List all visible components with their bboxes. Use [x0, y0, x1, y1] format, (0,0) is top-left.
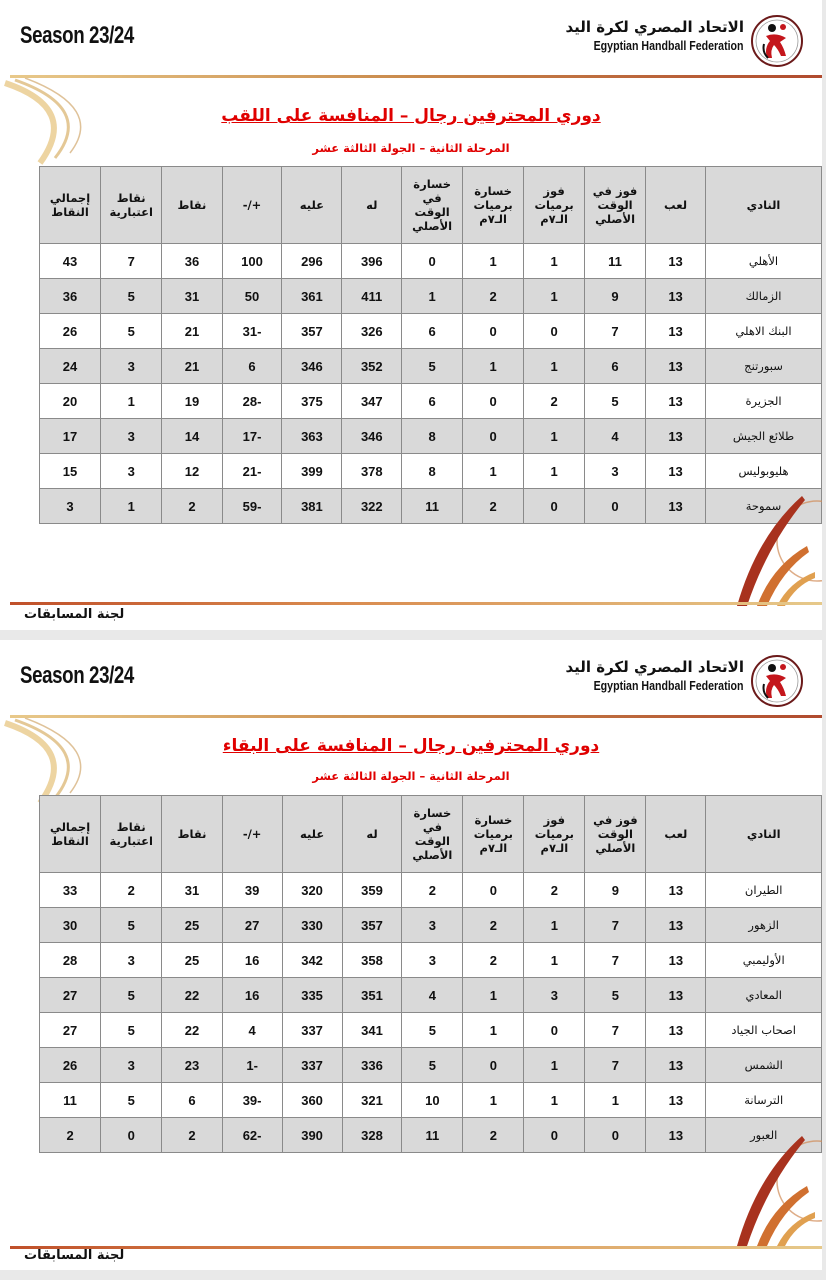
- stat-cell: 13: [646, 279, 706, 314]
- stat-cell: 347: [342, 384, 402, 419]
- club-name-cell: هليوبوليس: [706, 454, 822, 489]
- stat-cell: 16: [222, 943, 282, 978]
- standings-page: [0, 0, 822, 630]
- stat-cell: 1: [524, 419, 585, 454]
- stat-cell: 2: [463, 489, 524, 524]
- stat-cell: 3: [402, 943, 463, 978]
- stat-cell: 27: [40, 1013, 101, 1048]
- column-header: خسارة في الوقت الأصلي: [402, 796, 463, 873]
- stat-cell: 19: [162, 384, 222, 419]
- stat-cell: 6: [402, 314, 463, 349]
- stat-cell: 351: [342, 978, 402, 1013]
- handball-player-logo-icon: [750, 654, 804, 708]
- club-name-cell: الترسانة: [706, 1083, 822, 1118]
- column-header: لعب: [646, 167, 706, 244]
- stat-cell: -1: [222, 1048, 282, 1083]
- column-header: إجمالي النقاط: [40, 167, 101, 244]
- footer-committee: لجنة المسابقات: [24, 1248, 125, 1263]
- stat-cell: 0: [463, 419, 524, 454]
- stat-cell: 396: [342, 244, 402, 279]
- table-subtitle: المرحلة الثانية – الجولة الثالثة عشر: [312, 141, 510, 155]
- stat-cell: 1: [463, 454, 524, 489]
- stat-cell: 1: [585, 1083, 646, 1118]
- table-title: دوري المحترفين رجال – المنافسة على البقاء: [222, 736, 600, 756]
- club-name-cell: العبور: [706, 1118, 822, 1153]
- stat-cell: 326: [342, 314, 402, 349]
- stat-cell: 0: [524, 1118, 585, 1153]
- stat-cell: 36: [162, 244, 222, 279]
- footer-committee: لجنة المسابقات: [24, 607, 125, 622]
- table-row: [40, 384, 822, 419]
- stat-cell: 1: [524, 244, 585, 279]
- stat-cell: 1: [101, 384, 162, 419]
- stat-cell: 357: [282, 314, 342, 349]
- stat-cell: 7: [585, 943, 646, 978]
- stat-cell: 3: [402, 908, 463, 943]
- table-row: [40, 873, 822, 908]
- stat-cell: 13: [646, 873, 706, 908]
- stat-cell: 100: [222, 244, 282, 279]
- stat-cell: 11: [402, 1118, 463, 1153]
- stat-cell: 1: [101, 489, 162, 524]
- stat-cell: 12: [162, 454, 222, 489]
- column-header: له: [342, 796, 402, 873]
- stat-cell: 3: [101, 419, 162, 454]
- column-header: خسارة برميات الـ٧م: [463, 167, 524, 244]
- table-row: [40, 244, 822, 279]
- stat-cell: 381: [282, 489, 342, 524]
- stat-cell: 13: [646, 943, 706, 978]
- stat-cell: 1: [524, 908, 585, 943]
- stat-cell: 33: [40, 873, 101, 908]
- stat-cell: 5: [585, 978, 646, 1013]
- stat-cell: 1: [463, 244, 524, 279]
- stat-cell: 5: [101, 978, 162, 1013]
- stat-cell: 1: [463, 978, 524, 1013]
- stat-cell: 0: [585, 489, 646, 524]
- stat-cell: 2: [524, 384, 585, 419]
- table-title: دوري المحترفين رجال – المنافسة على اللقب: [221, 106, 601, 126]
- club-name-cell: البنك الاهلي: [706, 314, 822, 349]
- stat-cell: -28: [222, 384, 282, 419]
- header-divider: [10, 715, 822, 718]
- stat-cell: 39: [222, 873, 282, 908]
- stat-cell: 25: [162, 908, 222, 943]
- stat-cell: 5: [402, 1048, 463, 1083]
- federation-name: [565, 18, 744, 53]
- stat-cell: 21: [162, 314, 222, 349]
- stat-cell: 5: [402, 349, 463, 384]
- stat-cell: 346: [282, 349, 342, 384]
- club-name-cell: سبورتنج: [706, 349, 822, 384]
- standings-table: [39, 795, 822, 1153]
- table-header-row: [40, 167, 822, 244]
- stat-cell: 11: [402, 489, 463, 524]
- stat-cell: 342: [282, 943, 342, 978]
- stat-cell: 0: [463, 1048, 524, 1083]
- stat-cell: 3: [101, 1048, 162, 1083]
- stat-cell: 1: [524, 279, 585, 314]
- stat-cell: 11: [585, 244, 646, 279]
- table-row: [40, 489, 822, 524]
- stat-cell: 0: [463, 384, 524, 419]
- stat-cell: 13: [646, 908, 706, 943]
- header-divider: [10, 75, 822, 78]
- stat-cell: 10: [402, 1083, 463, 1118]
- stat-cell: 31: [162, 279, 222, 314]
- standings-page: [0, 640, 822, 1270]
- stat-cell: 0: [463, 314, 524, 349]
- table-row: [40, 349, 822, 384]
- stat-cell: 390: [282, 1118, 342, 1153]
- table-row: [40, 1013, 822, 1048]
- stat-cell: -21: [222, 454, 282, 489]
- stat-cell: 5: [585, 384, 646, 419]
- stat-cell: 22: [162, 978, 222, 1013]
- stat-cell: 6: [402, 384, 463, 419]
- stat-cell: 8: [402, 454, 463, 489]
- stat-cell: 13: [646, 314, 706, 349]
- stat-cell: 5: [101, 314, 162, 349]
- stat-cell: 330: [282, 908, 342, 943]
- club-name-cell: الأهلي: [706, 244, 822, 279]
- stat-cell: 13: [646, 454, 706, 489]
- stat-cell: 31: [162, 873, 222, 908]
- decorative-handball-icon: [727, 486, 822, 606]
- stat-cell: 336: [342, 1048, 402, 1083]
- table-row: [40, 908, 822, 943]
- column-header: فوز برميات الـ٧م: [524, 796, 585, 873]
- stat-cell: 346: [342, 419, 402, 454]
- stat-cell: 1: [524, 349, 585, 384]
- stat-cell: 5: [101, 1013, 162, 1048]
- stat-cell: 16: [222, 978, 282, 1013]
- stat-cell: -62: [222, 1118, 282, 1153]
- club-name-cell: الزمالك: [706, 279, 822, 314]
- stat-cell: 1: [524, 943, 585, 978]
- stat-cell: 13: [646, 1083, 706, 1118]
- stat-cell: 7: [585, 1013, 646, 1048]
- table-row: [40, 454, 822, 489]
- stat-cell: 26: [40, 1048, 101, 1083]
- stat-cell: 26: [40, 314, 101, 349]
- stat-cell: 5: [101, 908, 162, 943]
- stat-cell: 321: [342, 1083, 402, 1118]
- stat-cell: 2: [524, 873, 585, 908]
- stat-cell: 360: [282, 1083, 342, 1118]
- club-name-cell: الطيران: [706, 873, 822, 908]
- column-header: نقاط اعتبارية: [101, 167, 162, 244]
- column-header: +/-: [222, 167, 282, 244]
- stat-cell: 335: [282, 978, 342, 1013]
- stat-cell: 9: [585, 279, 646, 314]
- table-row: [40, 1083, 822, 1118]
- table-header-row: [40, 796, 822, 873]
- club-name-cell: الجزيرة: [706, 384, 822, 419]
- stat-cell: 8: [402, 419, 463, 454]
- stat-cell: 0: [101, 1118, 162, 1153]
- handball-player-logo-icon: [750, 14, 804, 68]
- stat-cell: 0: [463, 873, 524, 908]
- federation-name-en: Egyptian Handball Federation: [594, 39, 744, 53]
- stat-cell: 352: [342, 349, 402, 384]
- stat-cell: 2: [463, 279, 524, 314]
- stat-cell: 296: [282, 244, 342, 279]
- stat-cell: 13: [646, 384, 706, 419]
- stat-cell: 36: [40, 279, 101, 314]
- stat-cell: 25: [162, 943, 222, 978]
- column-header: فوز في الوقت الأصلي: [585, 796, 646, 873]
- column-header: فوز برميات الـ٧م: [524, 167, 585, 244]
- stat-cell: 13: [646, 978, 706, 1013]
- table-row: [40, 943, 822, 978]
- stat-cell: 337: [282, 1048, 342, 1083]
- stat-cell: 0: [402, 244, 463, 279]
- federation-name-ar: الاتحاد المصري لكرة اليد: [565, 18, 744, 36]
- club-name-cell: الزهور: [706, 908, 822, 943]
- club-name-cell: اصحاب الجياد: [706, 1013, 822, 1048]
- stat-cell: 361: [282, 279, 342, 314]
- stat-cell: 13: [646, 419, 706, 454]
- stat-cell: 15: [40, 454, 101, 489]
- stat-cell: 2: [463, 908, 524, 943]
- stat-cell: 22: [162, 1013, 222, 1048]
- club-name-cell: الشمس: [706, 1048, 822, 1083]
- column-header: لعب: [646, 796, 706, 873]
- column-header: له: [342, 167, 402, 244]
- stat-cell: 2: [463, 1118, 524, 1153]
- stat-cell: 3: [101, 349, 162, 384]
- stat-cell: 7: [585, 908, 646, 943]
- stat-cell: -17: [222, 419, 282, 454]
- stat-cell: 359: [342, 873, 402, 908]
- stat-cell: 1: [524, 1083, 585, 1118]
- stat-cell: 3: [40, 489, 101, 524]
- column-header: نقاط: [162, 167, 222, 244]
- stat-cell: 9: [585, 873, 646, 908]
- column-header: خسارة برميات الـ٧م: [463, 796, 524, 873]
- stat-cell: 1: [463, 1083, 524, 1118]
- stat-cell: 5: [402, 1013, 463, 1048]
- stat-cell: 0: [585, 1118, 646, 1153]
- federation-name: [565, 658, 744, 693]
- stat-cell: 5: [101, 279, 162, 314]
- stat-cell: 3: [101, 943, 162, 978]
- stat-cell: 322: [342, 489, 402, 524]
- stat-cell: 4: [585, 419, 646, 454]
- decorative-handball-icon: [727, 1126, 822, 1246]
- stat-cell: 28: [40, 943, 101, 978]
- table-subtitle: المرحلة الثانية – الجولة الثالثة عشر: [312, 769, 510, 783]
- stat-cell: 6: [162, 1083, 222, 1118]
- season-label: Season 23/24: [20, 22, 134, 49]
- stat-cell: 13: [646, 244, 706, 279]
- table-row: [40, 314, 822, 349]
- stat-cell: 2: [162, 489, 222, 524]
- table-row: [40, 1118, 822, 1153]
- stat-cell: 2: [402, 873, 463, 908]
- club-name-cell: المعادي: [706, 978, 822, 1013]
- stat-cell: 1: [463, 349, 524, 384]
- stat-cell: 1: [402, 279, 463, 314]
- stat-cell: 20: [40, 384, 101, 419]
- column-header: عليه: [282, 796, 342, 873]
- stat-cell: 2: [40, 1118, 101, 1153]
- stat-cell: 6: [585, 349, 646, 384]
- stat-cell: 27: [222, 908, 282, 943]
- stat-cell: 0: [524, 1013, 585, 1048]
- footer-divider: [10, 1246, 822, 1249]
- stat-cell: 4: [402, 978, 463, 1013]
- stat-cell: 13: [646, 1013, 706, 1048]
- club-name-cell: طلائع الجيش: [706, 419, 822, 454]
- stat-cell: 2: [101, 873, 162, 908]
- stat-cell: 411: [342, 279, 402, 314]
- season-label: Season 23/24: [20, 662, 134, 689]
- table-row: [40, 279, 822, 314]
- stat-cell: 13: [646, 349, 706, 384]
- stat-cell: 320: [282, 873, 342, 908]
- stat-cell: 337: [282, 1013, 342, 1048]
- stat-cell: 23: [162, 1048, 222, 1083]
- stat-cell: 21: [162, 349, 222, 384]
- stat-cell: 3: [101, 454, 162, 489]
- stat-cell: 363: [282, 419, 342, 454]
- stat-cell: 17: [40, 419, 101, 454]
- stat-cell: 341: [342, 1013, 402, 1048]
- footer-divider: [10, 602, 822, 605]
- stat-cell: 5: [101, 1083, 162, 1118]
- stat-cell: 2: [463, 943, 524, 978]
- column-header: نقاط: [162, 796, 222, 873]
- stat-cell: 3: [585, 454, 646, 489]
- column-header: +/-: [222, 796, 282, 873]
- stat-cell: 24: [40, 349, 101, 384]
- stat-cell: -59: [222, 489, 282, 524]
- column-header: نقاط اعتبارية: [101, 796, 162, 873]
- stat-cell: 0: [524, 489, 585, 524]
- column-header: النادي: [706, 167, 822, 244]
- stat-cell: 6: [222, 349, 282, 384]
- stat-cell: 30: [40, 908, 101, 943]
- table-row: [40, 1048, 822, 1083]
- stat-cell: 375: [282, 384, 342, 419]
- stat-cell: 1: [463, 1013, 524, 1048]
- stat-cell: 0: [524, 314, 585, 349]
- stat-cell: 50: [222, 279, 282, 314]
- column-header: إجمالي النقاط: [40, 796, 101, 873]
- stat-cell: 13: [646, 489, 706, 524]
- stat-cell: 1: [524, 1048, 585, 1083]
- stat-cell: 4: [222, 1013, 282, 1048]
- stat-cell: 378: [342, 454, 402, 489]
- stat-cell: 14: [162, 419, 222, 454]
- stat-cell: 3: [524, 978, 585, 1013]
- federation-name-ar: الاتحاد المصري لكرة اليد: [565, 658, 744, 676]
- column-header: خسارة في الوقت الأصلي: [402, 167, 463, 244]
- stat-cell: 11: [40, 1083, 101, 1118]
- stat-cell: 7: [101, 244, 162, 279]
- stat-cell: 399: [282, 454, 342, 489]
- club-name-cell: الأوليمبي: [706, 943, 822, 978]
- stat-cell: -39: [222, 1083, 282, 1118]
- standings-table: [39, 166, 822, 524]
- stat-cell: 13: [646, 1048, 706, 1083]
- stat-cell: 1: [524, 454, 585, 489]
- stat-cell: 27: [40, 978, 101, 1013]
- stat-cell: 2: [162, 1118, 222, 1153]
- stat-cell: 357: [342, 908, 402, 943]
- stat-cell: 358: [342, 943, 402, 978]
- stat-cell: 13: [646, 1118, 706, 1153]
- stat-cell: 328: [342, 1118, 402, 1153]
- stat-cell: -31: [222, 314, 282, 349]
- column-header: النادي: [706, 796, 822, 873]
- club-name-cell: سموحة: [706, 489, 822, 524]
- table-row: [40, 978, 822, 1013]
- column-header: عليه: [282, 167, 342, 244]
- stat-cell: 7: [585, 1048, 646, 1083]
- stat-cell: 43: [40, 244, 101, 279]
- column-header: فوز في الوقت الأصلي: [585, 167, 646, 244]
- federation-name-en: Egyptian Handball Federation: [594, 679, 744, 693]
- table-row: [40, 419, 822, 454]
- stat-cell: 7: [585, 314, 646, 349]
